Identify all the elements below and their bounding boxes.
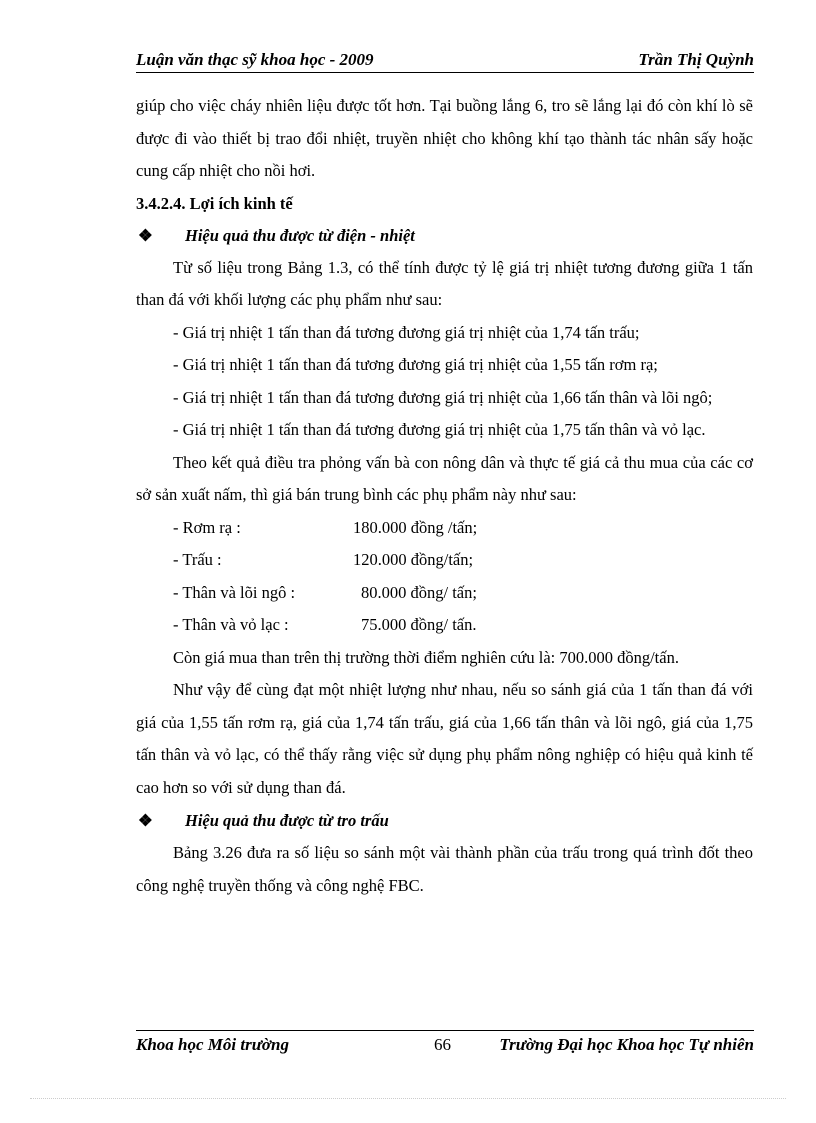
page-footer bbox=[136, 1030, 754, 1057]
list-item: - Giá trị nhiệt 1 tấn than đá tương đương giá trị nhiệt của 1,55 tấn rơm rạ; bbox=[173, 355, 658, 374]
price-value: 180.000 đồng /tấn; bbox=[353, 517, 478, 537]
page-edge-divider bbox=[30, 1098, 786, 1099]
page-header bbox=[136, 50, 754, 73]
footer-university: Trường Đại học Khoa học Tự nhiên bbox=[499, 1035, 754, 1054]
page-content bbox=[136, 90, 753, 902]
subheading-electricity-heat bbox=[136, 219, 753, 252]
header-thesis-title: Luận văn thạc sỹ khoa học - 2009 bbox=[136, 50, 374, 69]
price-row bbox=[136, 609, 753, 642]
paragraph: Như vậy để cùng đạt một nhiệt lượng như nhau, nếu so sánh giá của 1 tấn than đá với giá của 1,55 tấn rơm rạ, giá của 1,74 tấn trấu, giá của 1,66 tấn thân và lõi ngô, giá của 1,75 tấn thân và vỏ lạc, có thể thấy rằng việc sử dụng phụ phẩm nông nghiệp có hiệu quả kinh tế cao hơn so với sử dụng than đá. bbox=[136, 680, 753, 797]
list-item: - Giá trị nhiệt 1 tấn than đá tương đương giá trị nhiệt của 1,74 tấn trấu; bbox=[173, 322, 640, 342]
price-value: 120.000 đồng/tấn; bbox=[353, 550, 474, 569]
paragraph: Theo kết quả điều tra phỏng vấn bà con nông dân và thực tế giá cả thu mua của các cơ sở sản xuất nấm, thì giá bán trung bình các phụ phẩm này như sau: bbox=[136, 452, 753, 504]
intro-paragraph: giúp cho việc cháy nhiên liệu được tốt hơn. Tại buồng lắng 6, tro sẽ lắng lại đó còn khí lò sẽ được đi vào thiết bị trao đổi nhiệt, truyền nhiệt cho không khí tạo thành tác nhân sấy hoặc cung cấp nhiệt cho nồi hơi. bbox=[136, 96, 753, 180]
diamond-bullet-icon: ❖ bbox=[138, 811, 153, 830]
price-value: 80.000 đồng/ tấn; bbox=[361, 582, 477, 602]
diamond-bullet-icon: ❖ bbox=[138, 225, 153, 245]
list-item: - Giá trị nhiệt 1 tấn than đá tương đương giá trị nhiệt của 1,66 tấn thân và lõi ngô; bbox=[173, 387, 713, 407]
price-row bbox=[136, 512, 753, 545]
section-heading: 3.4.2.4. Lợi ích kinh tế bbox=[136, 193, 293, 213]
page-number: 66 bbox=[434, 1035, 451, 1054]
price-row bbox=[136, 577, 753, 610]
footer-department: Khoa học Môi trường bbox=[136, 1035, 289, 1054]
paragraph: Còn giá mua than trên thị trường thời điểm nghiên cứu là: 700.000 đồng/tấn. bbox=[173, 647, 679, 667]
price-value: 75.000 đồng/ tấn. bbox=[361, 615, 477, 634]
subheading-text: Hiệu quả thu được từ tro trấu bbox=[185, 811, 389, 830]
price-label: - Thân và lõi ngô : bbox=[173, 582, 296, 602]
paragraph: Từ số liệu trong Bảng 1.3, có thể tính được tỷ lệ giá trị nhiệt tương đương giữa 1 tấn than đá với khối lượng các phụ phẩm như sau: bbox=[136, 257, 753, 309]
list-item: - Giá trị nhiệt 1 tấn than đá tương đương giá trị nhiệt của 1,75 tấn thân và vỏ lạc. bbox=[173, 420, 706, 439]
header-author: Trần Thị Quỳnh bbox=[638, 50, 754, 69]
price-row bbox=[136, 544, 753, 577]
price-label: - Trấu : bbox=[173, 550, 222, 569]
paragraph: Bảng 3.26 đưa ra số liệu so sánh một vài thành phần của trấu trong quá trình đốt theo công nghệ truyền thống và công nghệ FBC. bbox=[136, 843, 753, 895]
subheading-rice-husk-ash bbox=[136, 804, 753, 837]
price-label: - Thân và vỏ lạc : bbox=[173, 615, 289, 634]
subheading-text: Hiệu quả thu được từ điện - nhiệt bbox=[185, 225, 415, 245]
price-label: - Rơm rạ : bbox=[173, 517, 241, 537]
